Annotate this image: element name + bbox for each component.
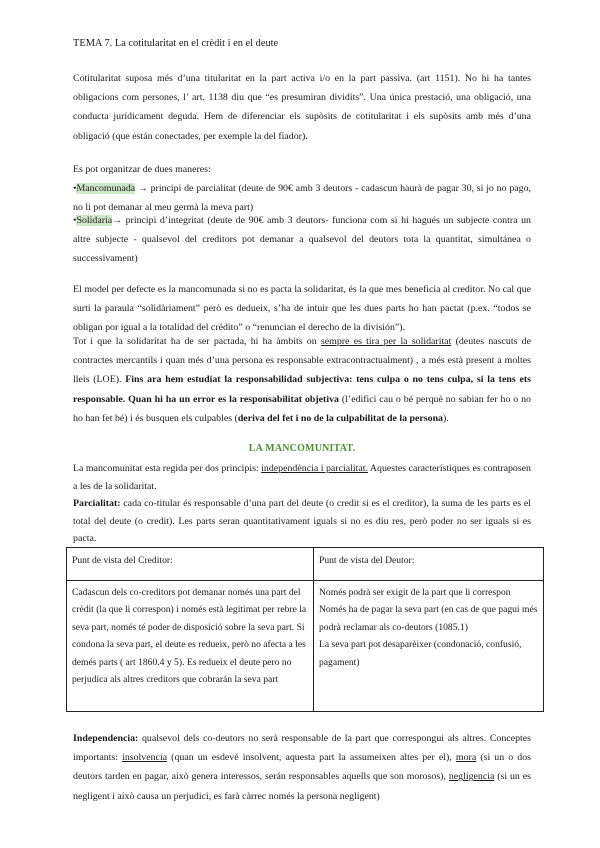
- underlined-text: mora: [455, 752, 477, 764]
- text-run: (l’edifici cau o bé perquè no sabian fer ho o no ho han fet bé) i és busquen els culpables (: [73, 393, 531, 424]
- parcialitat-label: Parcialitat:: [73, 498, 121, 509]
- solidaria-item: [73, 211, 531, 269]
- underlined-text: independència i parcialitat.: [261, 463, 368, 474]
- deutor-line: La seva part pot desaparèixer (condonació, confusió, pagament): [319, 639, 522, 668]
- solidaritat-paragraph: [73, 332, 531, 428]
- text-run: La mancomunitat esta regida per dos principis:: [73, 463, 262, 474]
- bullet: •: [73, 183, 77, 194]
- mancomunada-text: → principi de parcialitat (deute de 90€ amb 3 deutors - cadascun haurà de pagar 30, si jo no pago, no li pot demanar al meu germà la meva part): [73, 183, 531, 214]
- parcialitat-paragraph: [73, 495, 531, 548]
- section-heading: LA MANCOMUNITAT.: [248, 443, 356, 454]
- underlined-text: negligencia: [448, 771, 495, 783]
- text-run: Aquestes característiques es contraposen a les de la solidaritat.: [73, 463, 531, 492]
- deutor-header: Punt de vista del Deutor:: [314, 548, 544, 581]
- organize-intro: Es pot organitzar de dues maneres:: [73, 164, 211, 175]
- deutor-line: Només ha de pagar la seva part (en cas de que pagui més podrà reclamar als co-deutors (1085.1): [319, 604, 538, 633]
- bold-text: Fins ara hem estudiat la responsabilidad subjectiva: tens culpa o no tens culpa, si la tens ets responsable. Quan hi ha un error es la responsabilitat objetiva: [73, 374, 531, 405]
- bold-text: deriva del fet i no de la culpabilitat de la persona: [237, 412, 443, 424]
- underlined-text: insolvencia: [122, 752, 168, 764]
- text-run: (quan un esdevé insolvent, aquesta part la assumeixen altes per el),: [167, 752, 456, 764]
- independencia-paragraph: [73, 729, 531, 806]
- mancomunitat-paragraph: [73, 460, 531, 495]
- text-run: Tot i que la solidaritat ha de ser pactada, hi ha àmbits on: [73, 336, 321, 347]
- creditor-header: Punt de vista del Creditor:: [67, 548, 314, 581]
- solidaria-label: Solidaria: [76, 215, 113, 226]
- deutor-line: Només podrà ser exigit de la part que li correspon: [319, 587, 511, 598]
- mancomunada-label: Mancomunada: [76, 183, 136, 194]
- text-run: qualsevol dels co-deutors no serà responsable de la part que correspongui als altres. Conceptes importants:: [73, 733, 531, 764]
- text-run: (si un o dos deutors tarden en pagar, això genera interessos, serán responsables aquells que son morosos),: [73, 752, 532, 783]
- comparison-table: [66, 547, 544, 712]
- default-model-paragraph: El model per defecte es la mancomunada si no es pacta la solidaritat, és la que mes beneficia al creditor. No cal que surti la paraula “solidàriament” però es dedueix, s’ha de intuir que les dues parts ho han pactat (p.ex. “todos se obligan por igual a la totalidad del crédito” o “renuncian el derecho de la división”).: [73, 284, 531, 334]
- table-row: [67, 581, 544, 712]
- text-run: cada co-titular és responsable d’una part del deute (o credit si es el creditor), la suma de les parts es el total del deute (o credit). Les parts seran quantitativament iguals si no es diu res, però poder no ser iguals si es pacta.: [73, 498, 531, 545]
- doc-title: TEMA 7. La cotitularitat en el crèdit i en el deute: [73, 38, 279, 49]
- bullet: •: [73, 215, 77, 226]
- text-run: (deutes nascuts de contractes mercantils i quan més d’una persona es responsable extracontractualment) , a més està present a moltes lleis (LOE).: [73, 336, 531, 386]
- text-run: (si un es negligent i això causa un perjudici, es farà càrrec només la persona negligent): [73, 771, 531, 802]
- solidaria-text: → principi d’integritat (deute de 90€ amb 3 deutors- funciona com si hi hagués un subjecte contra un altre subjecte - qualsevol del creditors pot demanar a qualsevol del deutors tota la quantitat, simultánea o successivament): [73, 215, 531, 265]
- underlined-text: sempre es tira per la solidaritat: [320, 336, 452, 347]
- creditor-cell: Cadascun dels co-creditors pot demanar només una part del crèdit (la que li correspon) i només està legitimat per rebre la seva part, només té poder de disposició sobre la seva part. Si condona la seva part, el deute es redueix, però no afecta a les demés parts ( art 1860.4 y 5). Es redueix el deute pero no perjudica als altres creditors que cobrarán la seva part: [67, 581, 314, 712]
- deutor-cell: [314, 581, 544, 712]
- text-run: ).: [443, 412, 449, 424]
- independencia-label: Independencia:: [73, 733, 139, 744]
- table-header-row: [67, 548, 544, 581]
- intro-paragraph: Cotitularitat suposa més d’una titularitat en la part activa i/o en la part passiva. (art 1151). No hi ha tantes obligacions com persones, l’ art. 1138 diu que “es presumiran dividits”. Una única prestació, una obligació, una conducta jurídicament deguda. Hem de diferenciar els supòsits de cotitularitat i els supòsits amb més d’una obligació (que están conectades, per exemple la del fiador).: [73, 73, 531, 142]
